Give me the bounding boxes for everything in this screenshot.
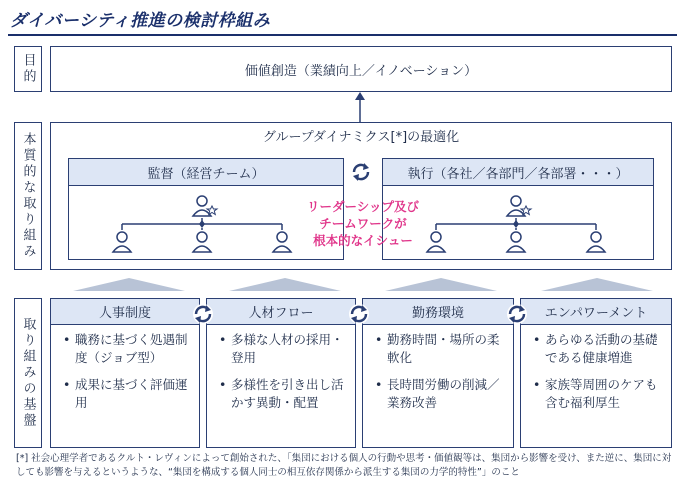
member-person-icon xyxy=(427,232,445,252)
cycle-icon xyxy=(506,303,528,325)
column-header: 人材フロー xyxy=(207,299,355,325)
support-triangle xyxy=(541,278,653,291)
member-person-icon xyxy=(507,232,525,252)
leadership-line-1: リーダーシップ及び xyxy=(306,199,419,214)
side-label-purpose xyxy=(14,46,42,92)
column-list xyxy=(51,325,199,412)
leader-person-icon xyxy=(193,196,217,216)
support-triangle xyxy=(385,278,497,291)
side-label-purpose-text: 目的 xyxy=(20,53,36,85)
list-item: • 成果に基づく評価運用 xyxy=(63,376,193,412)
list-item: • 家族等周囲のケアも含む福利厚生 xyxy=(533,376,665,412)
column-list xyxy=(207,325,355,412)
member-person-icon xyxy=(587,232,605,252)
purpose-box xyxy=(50,46,672,92)
support-triangle xyxy=(229,278,341,291)
footnote: [*] 社会心理学者であるクルト・レヴィンによって創始された、「集団における個人の行動や思考・価値観等は、集団から影響を受け、また逆に、集団に対しても影響を与えるというような、“集団を構成する個人同士の相互依存関係から派生する集団の力学的特性”」のこと xyxy=(16,453,672,478)
side-label-foundation-text: 取り組みの基盤 xyxy=(20,317,36,429)
cycle-icon xyxy=(192,303,214,325)
foundation-column-work-environment xyxy=(362,298,514,448)
list-item: • 長時間労働の削減／業務改善 xyxy=(375,376,507,412)
list-item: • 多様性を引き出し活かす異動・配置 xyxy=(219,376,349,412)
member-person-icon xyxy=(273,232,291,252)
execution-org-chart xyxy=(414,192,624,256)
cycle-icon xyxy=(350,161,372,183)
cycle-icon xyxy=(348,303,370,325)
leader-person-icon xyxy=(507,196,531,216)
foundation-column-hr-system xyxy=(50,298,200,448)
column-header: 勤務環境 xyxy=(363,299,513,325)
supervision-header: 監督（経営チーム） xyxy=(68,158,344,186)
supervision-org-chart xyxy=(100,192,310,256)
member-person-icon xyxy=(193,232,211,252)
list-item: • 職務に基づく処遇制度（ジョブ型） xyxy=(63,331,193,367)
column-header: 人事制度 xyxy=(51,299,199,325)
execution-header: 執行（各社／各部門／各部署・・・） xyxy=(382,158,654,186)
list-item: • あらゆる活動の基礎である健康増進 xyxy=(533,331,665,367)
foundation-column-talent-flow xyxy=(206,298,356,448)
member-person-icon xyxy=(113,232,131,252)
foundation-column-empowerment xyxy=(520,298,672,448)
leadership-line-3: 根本的なイシュー xyxy=(313,233,413,248)
list-item: • 多様な人材の採用・登用 xyxy=(219,331,349,367)
purpose-text: 価値創造（業績向上／イノベーション） xyxy=(244,63,478,79)
column-header: エンパワーメント xyxy=(521,299,671,325)
page-title: ダイバーシティ推進の検討枠組み xyxy=(10,11,271,31)
title-rule xyxy=(8,34,677,36)
list-item: • 勤務時間・場所の柔軟化 xyxy=(375,331,507,367)
side-label-core xyxy=(14,122,42,270)
support-triangle xyxy=(73,278,185,291)
side-label-foundation xyxy=(14,298,42,448)
side-label-core-text: 本質的な取り組み xyxy=(20,132,36,260)
core-title: グループダイナミクス[*]の最適化 xyxy=(262,130,460,145)
column-list xyxy=(363,325,513,412)
arrow-up-icon xyxy=(354,92,366,122)
column-list xyxy=(521,325,671,412)
leadership-line-2: チームワークが xyxy=(319,216,407,231)
